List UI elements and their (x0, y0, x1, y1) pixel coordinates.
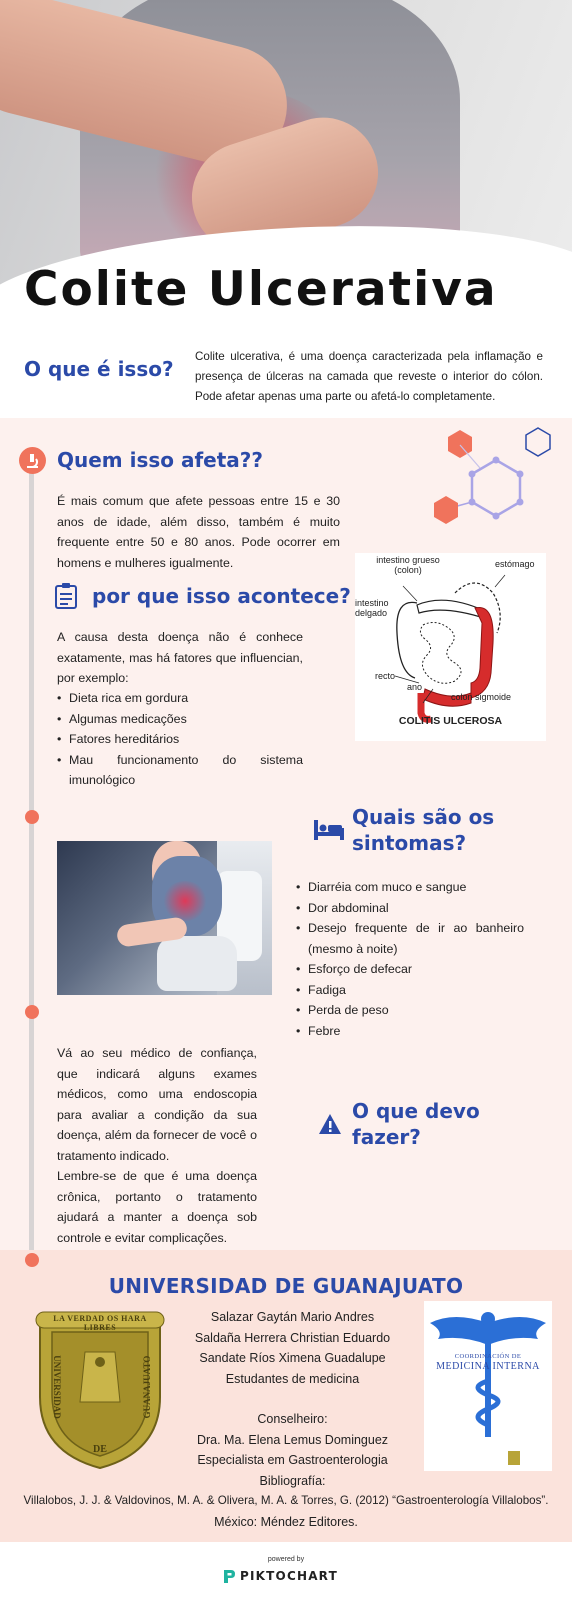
advisor-name: Dra. Ma. Elena Lemus Dominguez (196, 1432, 389, 1447)
bibliography-publisher: México: Méndez Editores. (214, 1515, 358, 1529)
clipboard-icon (55, 583, 77, 609)
list-item: • Fatores hereditários (57, 729, 303, 750)
seal-bottom-text: DE (93, 1444, 107, 1455)
bibliography-entry: Villalobos, J. J. & Valdovinos, M. A. & Olivera, M. A. & Torres, G. (2012) “Gastroenterología Villalobos”. (23, 1494, 549, 1507)
seal-motto: LA VERDAD OS HARA LIBRES (53, 1314, 147, 1332)
todo-heading: O que devo fazer? (352, 1099, 480, 1149)
why-list (57, 688, 303, 791)
what-heading: O que é isso? (24, 357, 174, 381)
seal-left-text: UNIVERSIDAD (52, 1355, 62, 1419)
timeline-dot (25, 1005, 39, 1019)
molecule-icon (432, 456, 542, 546)
list-item: • Perda de peso (296, 1000, 524, 1021)
advisor-label: Conselheiro: (257, 1412, 328, 1426)
list-item: • Esforço de defecar (296, 959, 524, 980)
authors (170, 1307, 415, 1491)
powered-by-label: powered by (267, 1556, 305, 1563)
author: Saldaña Herrera Christian Eduardo (194, 1330, 391, 1345)
symptoms-heading: Quais são os sintomas? (352, 805, 495, 855)
page-title: Colite Ulcerativa (24, 262, 498, 317)
seal-right-text: GUANAJUATO (142, 1355, 152, 1419)
timeline-dot (25, 810, 39, 824)
timeline-dot (25, 1253, 39, 1267)
cmi-line2: MEDICINA INTERNA (436, 1361, 540, 1372)
footer (0, 1542, 572, 1600)
toilet-photo (57, 841, 272, 995)
large-intestine-label: intestino grueso (colon) (376, 555, 440, 575)
piktochart-logo[interactable] (222, 1568, 338, 1584)
colon-diagram (355, 553, 546, 741)
what-text: Colite ulcerativa, é uma doença caracterizada pela inflamação e presença de úlceras na camada que reveste o interior do cólon. Pode afetar apenas uma parte ou afetá-lo completamente. (195, 350, 543, 403)
todo-text-reminder: Lembre-se de que é uma doença crônica, portanto o tratamento ajudará a manter a doença sob controle e evitar complicações. (57, 1169, 257, 1245)
university-name: UNIVERSIDAD DE GUANAJUATO (108, 1274, 464, 1298)
author-role: Estudantes de medicina (225, 1371, 360, 1386)
piktochart-brand: PIKTOCHART (240, 1569, 338, 1583)
list-item: • Diarréia com muco e sangue (296, 877, 524, 898)
anus-label: ano (407, 682, 423, 692)
university-seal (30, 1302, 170, 1470)
microscope-icon (19, 447, 46, 474)
advisor-role: Especialista em Gastroenterologia (197, 1453, 388, 1467)
why-heading: por que isso acontece? (92, 584, 351, 608)
list-item: • Fadiga (296, 980, 524, 1001)
timeline-line (29, 450, 34, 1250)
diagram-caption: COLITIS ULCEROSA (398, 715, 503, 727)
todo-text: Vá ao seu médico de confiança, que indicará alguns exames médicos, como uma endoscopia para avaliar a condição da sua doença, além da fornecer de você o tratamento indicado. (57, 1046, 257, 1163)
list-item: • Dor abdominal (296, 898, 524, 919)
list-item: • Dieta rica em gordura (57, 688, 303, 709)
medicina-interna-logo (424, 1301, 552, 1471)
warning-icon (318, 1113, 342, 1135)
symptoms-list (296, 877, 524, 1041)
author: Sandate Ríos Ximena Guadalupe (199, 1351, 386, 1365)
small-intestine-label: intestino delgado (355, 598, 389, 618)
who-text: É mais comum que afete pessoas entre 15 e 30 anos de idade, além disso, também é muito frequente entre 50 e 80 anos. Pode ocorrer em homens e mulheres igualmente. (57, 494, 340, 570)
sigmoid-label: colon sigmoide (451, 692, 512, 702)
list-item: • Algumas medicações (57, 709, 303, 730)
who-heading: Quem isso afeta?? (57, 448, 263, 472)
list-item: • Febre (296, 1021, 524, 1042)
hero-image (0, 0, 572, 285)
list-item: • Desejo frequente de ir ao banheiro (mesmo à noite) (296, 918, 524, 959)
author: Salazar Gaytán Mario Andres (210, 1310, 375, 1324)
list-item: • Mau funcionamento do sistema imunológico (57, 750, 303, 791)
bibliography-label: Bibliografía: (259, 1473, 326, 1488)
cmi-line1: COORDINACIÓN DE (454, 1353, 522, 1360)
stomach-label: estómago (495, 559, 535, 569)
rectum-label: recto (375, 671, 396, 681)
bed-icon (314, 818, 344, 840)
piktochart-icon (222, 1568, 236, 1584)
why-text: A causa desta doença não é conhece exatamente, mas há fatores que influencian, por exemplo: (57, 630, 303, 685)
